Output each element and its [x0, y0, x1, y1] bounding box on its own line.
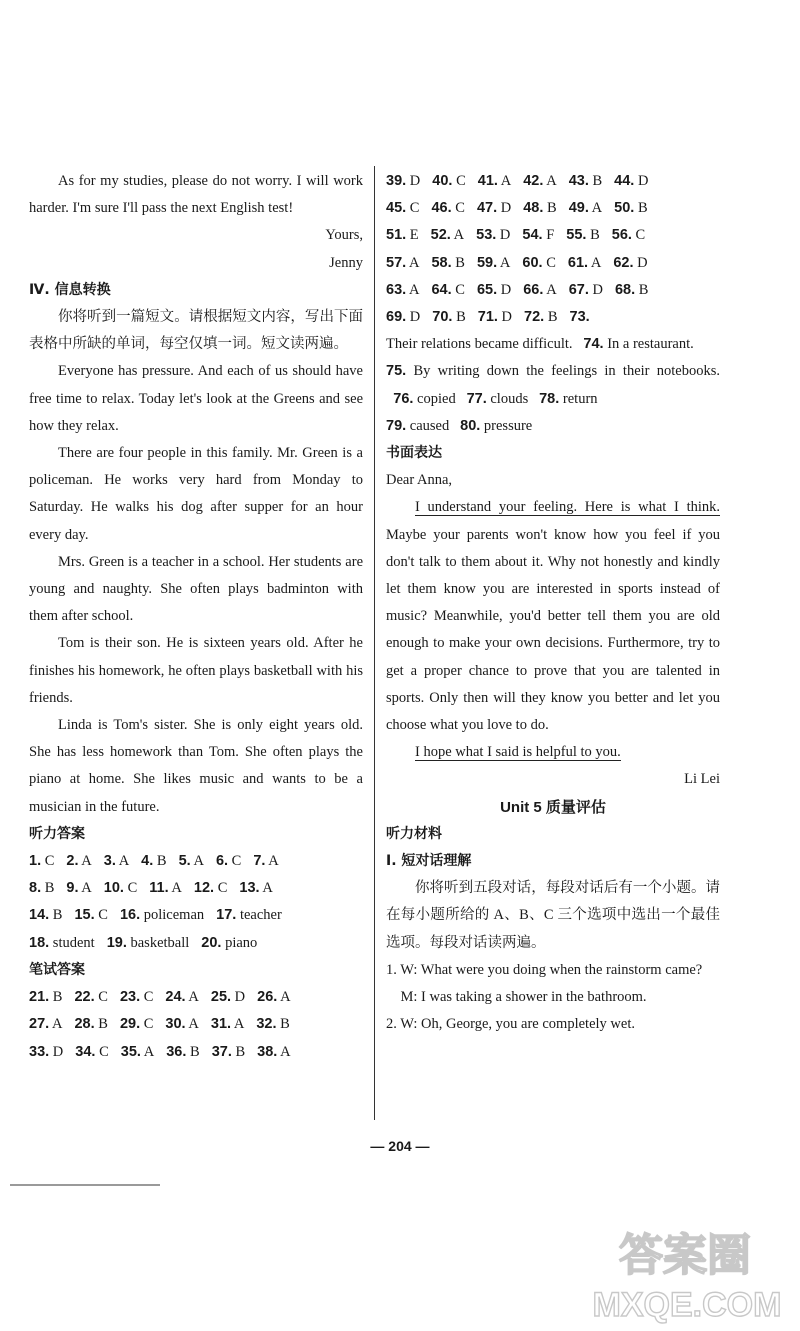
- left-column: [29, 168, 363, 1066]
- answer-value: basketball: [126, 934, 190, 951]
- answer-number: 68.: [614, 281, 636, 298]
- answer-value: A: [168, 880, 182, 897]
- listening-answers-heading: 听力答案: [29, 825, 85, 842]
- answer-number: 7.: [253, 853, 266, 870]
- answer-number: 65.: [476, 281, 498, 298]
- answer-number: 28.: [74, 1016, 95, 1033]
- answer-item: [257, 984, 290, 1011]
- answer-number: 21.: [29, 989, 50, 1006]
- answer-number: 12.: [193, 880, 215, 897]
- answer-item: [239, 875, 272, 902]
- answer-number: 15.: [74, 907, 95, 924]
- answer-item: [431, 195, 464, 222]
- section1-instruction: 你将听到五段对话，每段对话后有一个小题。请在每小题所给的 A、B、C 三个选项中选出一个最佳选项。每段对话读两遍。: [386, 880, 720, 951]
- answer-number: 11.: [149, 880, 169, 897]
- answer-number: 41.: [477, 173, 498, 189]
- answer-item: [256, 1011, 289, 1038]
- section1-heading: Ⅰ. 短对话理解: [386, 853, 472, 870]
- answer-number: 51.: [386, 227, 407, 244]
- answer-value: D: [231, 989, 246, 1006]
- answer-value: D: [634, 173, 649, 189]
- answers-grid-row: [386, 195, 720, 222]
- answer-item: [120, 1011, 153, 1038]
- written-answers-heading: 笔试答案: [29, 961, 85, 978]
- answer-value: C: [228, 853, 242, 870]
- essay-closing: I hope what I said is helpful to you.: [415, 744, 621, 761]
- answer-item: [29, 984, 62, 1011]
- answer-value: B: [586, 227, 600, 244]
- answer-value: C: [140, 1016, 154, 1033]
- answer-number: 48.: [523, 200, 544, 217]
- answer-value: F: [542, 227, 555, 244]
- answers-grid-row: [386, 222, 720, 249]
- answer-value: A: [406, 281, 420, 298]
- answer-item: [386, 168, 420, 195]
- answer-value: D: [497, 281, 512, 298]
- answer-item: [566, 222, 599, 249]
- answer-number: 18.: [29, 934, 50, 951]
- answer-value: B: [49, 989, 63, 1006]
- answer-item: [165, 1011, 198, 1038]
- answer-value: A: [450, 227, 465, 244]
- answer-value: A: [588, 254, 602, 271]
- answer-number: 32.: [256, 1016, 277, 1033]
- passage-paragraph-2: There are four people in this family. Mr. Green is a policeman. He works very hard from Monday to Saturday. He walks his dog after supper for an hour every day.: [29, 445, 363, 543]
- answer-value: B: [41, 880, 55, 897]
- answer-number: 37.: [211, 1043, 232, 1060]
- essay-salutation: Dear Anna,: [386, 472, 453, 489]
- answer-item: [212, 1039, 245, 1066]
- answer-value: B: [231, 1043, 246, 1060]
- answer-item: [29, 930, 95, 957]
- answer-item: [165, 984, 198, 1011]
- answer-number: 53.: [476, 227, 497, 244]
- answer-number: 39.: [386, 173, 407, 189]
- answer-number: 13.: [239, 880, 260, 897]
- answer-item: [613, 250, 647, 277]
- answers-grid-row: [386, 168, 720, 195]
- answer-item: [476, 222, 510, 249]
- answer-number: 30.: [165, 1016, 186, 1033]
- answer-value: B: [153, 853, 167, 870]
- answer-value: A: [185, 1016, 199, 1033]
- answer-item: [166, 1039, 199, 1066]
- answer-value: A: [190, 853, 204, 870]
- answer-number: 22.: [74, 989, 95, 1006]
- answer-item: [74, 1011, 107, 1038]
- letter-closing: Yours,: [325, 227, 363, 244]
- answer-number: 54.: [522, 227, 543, 244]
- answer-item: [386, 277, 419, 304]
- answer-item: [568, 250, 601, 277]
- answer-number: 44.: [614, 173, 635, 189]
- answer-number: 29.: [119, 1016, 141, 1033]
- answer-number: 24.: [165, 989, 186, 1006]
- answer-number: 1.: [29, 853, 42, 870]
- listening-answers-row: [29, 902, 363, 929]
- listening-answers-row: [29, 848, 363, 875]
- answer-value: A: [78, 853, 92, 870]
- answer-item: [120, 984, 153, 1011]
- answer-value: B: [635, 281, 649, 298]
- answer-number: 19.: [106, 934, 127, 951]
- answer-number: 17.: [216, 907, 237, 924]
- answer-value: A: [115, 853, 130, 870]
- essay-signature: Li Lei: [684, 771, 720, 788]
- written-answers-row: [29, 1039, 363, 1066]
- essay-underlined-start: I understand your feeling. Here is what I think.: [415, 499, 720, 516]
- answer-number: 5.: [178, 853, 191, 870]
- answer-value: policeman: [140, 907, 205, 924]
- answer-item: [522, 222, 554, 249]
- answer-item: [523, 195, 556, 222]
- answer-value: B: [588, 173, 603, 189]
- answer-item: [149, 875, 182, 902]
- answer-number: 46.: [431, 200, 452, 217]
- answer-value: C: [94, 989, 108, 1006]
- answer-item: [29, 902, 62, 929]
- answer-number: 43.: [568, 173, 589, 189]
- answer-value: C: [140, 989, 154, 1006]
- answer-number: 4.: [141, 853, 154, 870]
- passage-paragraph-1: Everyone has pressure. And each of us should have free time to relax. Today let's look at the Greens and see how they relax.: [29, 363, 363, 434]
- answer-value: C: [451, 281, 465, 298]
- answer-item: [211, 984, 245, 1011]
- answer-value: B: [186, 1043, 200, 1060]
- answer-item: 72. B: [524, 309, 558, 326]
- answer-number: 62.: [613, 254, 634, 271]
- answer-value: B: [451, 254, 465, 271]
- answer-value: A: [543, 173, 557, 189]
- answer-item: [29, 875, 54, 902]
- answer-item: [523, 277, 556, 304]
- answer-73-74: Their relations became difficult. 74. In a restaurant.: [386, 336, 694, 353]
- answer-item: 71. D: [477, 309, 513, 326]
- answer-item: [216, 848, 241, 875]
- answer-number: 2.: [66, 853, 79, 870]
- answer-item: [74, 984, 107, 1011]
- answer-item: [477, 195, 511, 222]
- answer-number: 61.: [567, 254, 589, 271]
- answer-value: C: [94, 907, 108, 924]
- answer-value: D: [406, 173, 421, 189]
- answer-number: 33.: [29, 1043, 50, 1060]
- letter-ending: As for my studies, please do not worry. I will work harder. I'm sure I'll pass the next English test!: [29, 173, 363, 217]
- answer-item: [569, 195, 602, 222]
- answer-value: C: [214, 880, 228, 897]
- answers-grid-row: [386, 250, 720, 277]
- answer-75-78: 75. By writing down the feelings in their notebooks. 76. copied 77. clouds 78. return: [386, 363, 720, 407]
- answer-value: B: [543, 200, 557, 217]
- answer-79-80: 79. caused 80. pressure: [386, 417, 533, 434]
- section4-instruction: 你将听到一篇短文。请根据短文内容，写出下面表格中所缺的单词，每空仅填一词。短文读两遍。: [29, 309, 363, 353]
- answer-number: 50.: [614, 200, 635, 217]
- dialogue-1-woman: 1. W: What were you doing when the rainstorm came?: [386, 961, 703, 978]
- answer-value: student: [49, 934, 95, 951]
- answer-item: [431, 277, 464, 304]
- watermark-line2: MXQE.COM: [592, 1286, 782, 1324]
- answer-number: 20.: [201, 934, 222, 951]
- answer-value: C: [451, 200, 465, 217]
- answer-item: [75, 1039, 108, 1066]
- essay-body-text: Maybe your parents won't know how you feel if you don't talk to them about it. Why not honestly and kindly let them know you are interested in sports instead of music? Meanwhile, you'd better tell them you are old enough to make your own decisions. Furthermore, try to get a proper chance to prove that you are talented in sports. Only then will they know you better and let you choose what you love to do.: [386, 526, 720, 734]
- answers-grid-row: [386, 277, 720, 304]
- answer-item: [257, 1039, 290, 1066]
- answer-value: C: [123, 880, 138, 897]
- answer-value: A: [140, 1043, 155, 1060]
- passage-paragraph-5: Linda is Tom's sister. She is only eight years old. She has less homework than Tom. She often plays the piano at home. She likes music and wants to be a musician in the future.: [29, 717, 363, 815]
- dialogue-2-woman: 2. W: Oh, George, you are completely wet.: [386, 1016, 635, 1033]
- answer-item: 70. B: [432, 309, 466, 326]
- section4-heading: Ⅳ. 信息转换: [29, 281, 111, 298]
- answer-item: [386, 195, 419, 222]
- answer-item: [615, 277, 648, 304]
- answer-item: [612, 222, 645, 249]
- answer-number: 14.: [29, 907, 50, 924]
- answers-69-73: 69. D 70. B 71. D 72. B 73.: [386, 304, 720, 331]
- passage-paragraph-4: Tom is their son. He is sixteen years old. After he finishes his homework, he often plays basketball with his friends.: [29, 635, 363, 706]
- answer-value: piano: [221, 934, 258, 951]
- answer-value: C: [95, 1043, 109, 1060]
- answer-item: [201, 930, 257, 957]
- answer-item: [107, 930, 190, 957]
- answer-item: [523, 168, 556, 195]
- page-number: — 204 —: [370, 1138, 430, 1154]
- answer-item: 69. D: [386, 309, 421, 326]
- answer-value: A: [588, 200, 603, 217]
- answer-value: A: [277, 989, 291, 1006]
- answer-number: 66.: [523, 281, 544, 298]
- answer-item: [29, 1039, 63, 1066]
- answer-value: D: [496, 227, 511, 244]
- answer-item: [29, 1011, 62, 1038]
- answer-number: 38.: [257, 1043, 278, 1060]
- answer-number: 3.: [103, 853, 116, 870]
- answer-item: [194, 875, 227, 902]
- watermark-logo: [585, 1218, 790, 1326]
- answer-item: [253, 848, 278, 875]
- answer-value: B: [49, 907, 63, 924]
- answer-value: C: [452, 173, 466, 189]
- answer-item: [431, 250, 464, 277]
- written-answers-row: [29, 984, 363, 1011]
- answers-grid-39-68: [386, 168, 720, 304]
- answer-item: [432, 168, 465, 195]
- answer-value: E: [406, 227, 419, 244]
- answer-number: 10.: [103, 880, 124, 897]
- answer-item: [120, 902, 204, 929]
- answer-number: 31.: [210, 1016, 232, 1033]
- answer-number: 64.: [431, 281, 452, 298]
- answer-item: [522, 250, 555, 277]
- answer-item: [478, 168, 511, 195]
- answer-item: [569, 277, 603, 304]
- answer-number: 63.: [386, 281, 407, 298]
- answer-number: 27.: [29, 1016, 50, 1033]
- answer-value: C: [406, 200, 420, 217]
- watermark-icon: [585, 1218, 790, 1326]
- listening-answers: [29, 848, 363, 957]
- answer-number: 56.: [611, 227, 632, 244]
- answer-item: [104, 875, 137, 902]
- answer-item: [614, 168, 648, 195]
- right-column: [386, 168, 720, 1039]
- unit-title: Unit 5 质量评估: [500, 798, 606, 816]
- passage-paragraph-3: Mrs. Green is a teacher in a school. Her students are young and naughty. She often plays badminton with them after school.: [29, 553, 363, 625]
- answer-item: [614, 195, 647, 222]
- answer-number: 60.: [522, 254, 543, 271]
- listening-material-heading: 听力材料: [386, 825, 442, 842]
- answer-item: [386, 222, 419, 249]
- answer-item: [66, 848, 91, 875]
- answer-73-text: Their relations became difficult.: [386, 336, 573, 353]
- answer-number: 45.: [386, 200, 407, 217]
- answer-number: 42.: [523, 173, 544, 189]
- answer-value: D: [588, 281, 603, 298]
- answer-value: A: [406, 254, 420, 271]
- answer-value: A: [185, 989, 199, 1006]
- answer-value: A: [543, 281, 557, 298]
- answer-value: A: [497, 254, 511, 271]
- written-answers: [29, 984, 363, 1066]
- answer-value: A: [497, 173, 512, 189]
- letter-signature: Jenny: [329, 254, 363, 271]
- answer-value: A: [78, 880, 92, 897]
- answer-number: 49.: [568, 200, 589, 217]
- answer-item: [121, 1039, 154, 1066]
- answer-number: 6.: [215, 853, 229, 870]
- answer-value: A: [277, 1043, 291, 1060]
- answer-value: D: [633, 254, 648, 271]
- essay-body: [386, 494, 720, 739]
- answer-value: D: [49, 1043, 64, 1060]
- answer-number: 16.: [119, 907, 141, 924]
- answer-number: 52.: [430, 227, 451, 244]
- answer-number: 55.: [566, 227, 587, 244]
- answer-value: A: [231, 1016, 245, 1033]
- answer-item: [29, 848, 54, 875]
- answer-number: 34.: [75, 1043, 96, 1060]
- answer-number: 47.: [476, 200, 498, 217]
- answer-item: [104, 848, 129, 875]
- answer-value: B: [276, 1016, 290, 1033]
- answer-item: [216, 902, 282, 929]
- answer-value: A: [259, 880, 273, 897]
- watermark-line1: 答案圈: [619, 1230, 751, 1281]
- answer-number: 9.: [66, 880, 79, 897]
- answer-item: [431, 222, 464, 249]
- answer-number: 26.: [257, 989, 278, 1006]
- answer-item: [74, 902, 107, 929]
- answer-value: B: [94, 1016, 108, 1033]
- listening-answers-row: [29, 875, 363, 902]
- answer-number: 59.: [476, 254, 498, 271]
- column-divider: [374, 166, 375, 1120]
- written-answers-row: [29, 1011, 363, 1038]
- answer-item: [477, 250, 510, 277]
- answer-value: D: [497, 200, 512, 217]
- answer-value: A: [49, 1016, 63, 1033]
- writing-heading: 书面表达: [386, 445, 442, 462]
- answer-value: teacher: [236, 907, 282, 924]
- answer-item: [179, 848, 204, 875]
- answer-number: 67.: [568, 281, 589, 298]
- dialogue-1-man: M: I was taking a shower in the bathroom.: [400, 989, 647, 1006]
- answer-value: B: [634, 200, 648, 217]
- answer-number: 35.: [120, 1043, 141, 1060]
- answer-item: [211, 1011, 244, 1038]
- answer-item: [141, 848, 166, 875]
- answer-number: 57.: [386, 254, 407, 271]
- answer-number: 58.: [431, 254, 452, 271]
- listening-answers-row: [29, 930, 363, 957]
- answer-item: [66, 875, 91, 902]
- answer-item: [386, 250, 419, 277]
- answer-value: A: [265, 853, 279, 870]
- answer-value: C: [41, 853, 55, 870]
- answer-item: [569, 168, 602, 195]
- answer-number: 36.: [166, 1043, 187, 1060]
- answer-number: 25.: [210, 989, 232, 1006]
- answer-number: 8.: [29, 880, 42, 897]
- answer-number: 40.: [432, 173, 453, 189]
- answer-item: [477, 277, 511, 304]
- answer-value: C: [542, 254, 556, 271]
- answer-value: C: [631, 227, 646, 244]
- scan-artifact-line: [10, 1184, 160, 1186]
- answer-number: 23.: [119, 989, 141, 1006]
